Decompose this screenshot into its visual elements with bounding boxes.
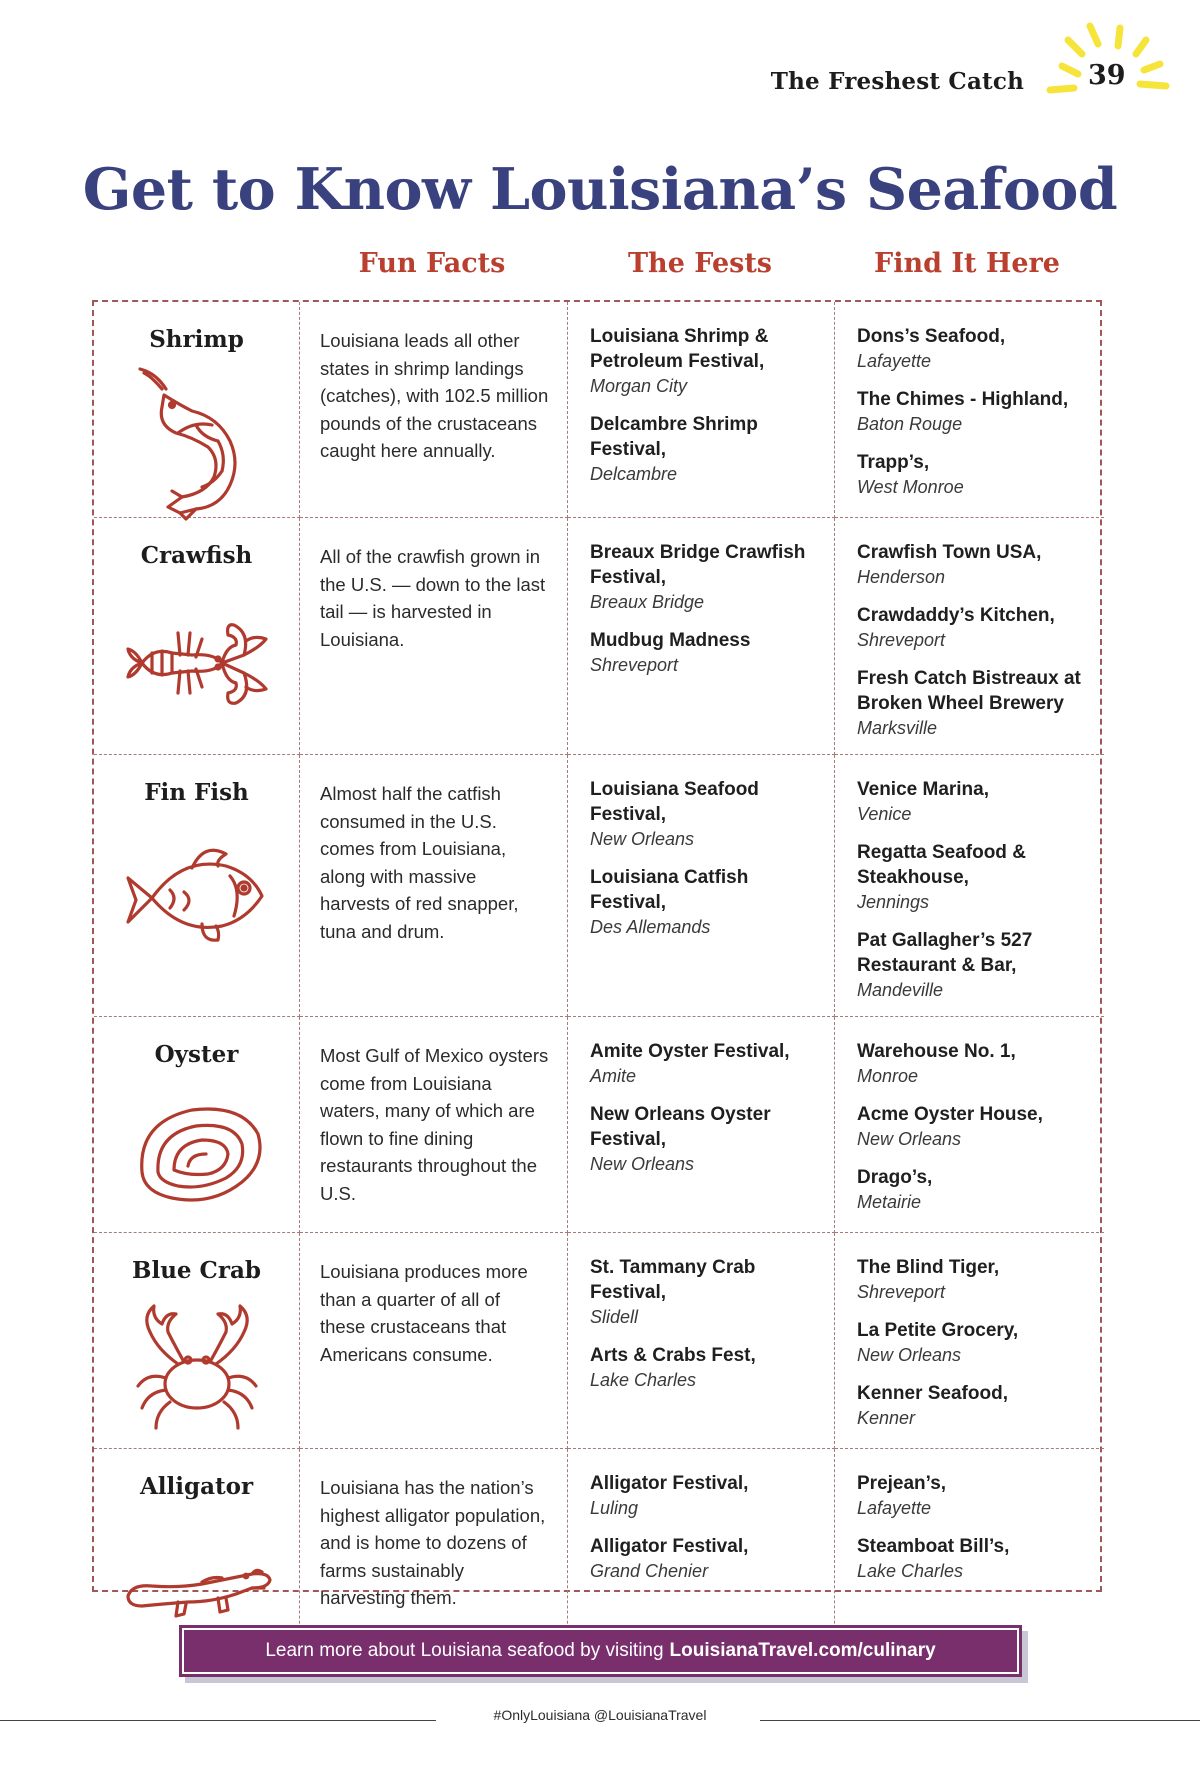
festival-entry (590, 777, 822, 851)
section-label: The Freshest Catch (770, 68, 1024, 95)
restaurant-name: Prejean’s, (857, 1473, 947, 1494)
festival-entry (590, 1102, 822, 1176)
restaurant-entry (857, 1381, 1092, 1430)
fun-fact-text: Louisiana leads all other states in shrimp landings (catches), with 102.5 million pounds of the crustaceans caught here annually. (300, 302, 568, 518)
festival-location: New Orleans (590, 829, 695, 849)
restaurant-name: Trapp’s, (857, 452, 930, 473)
festival-entry (590, 1534, 822, 1583)
restaurant-entry (857, 324, 1092, 373)
festival-location: Lake Charles (590, 1370, 697, 1390)
fun-fact-text: Louisiana produces more than a quarter of all of these crustaceans that Americans consume. (300, 1233, 568, 1449)
restaurant-location: Lafayette (857, 351, 932, 371)
festival-name: Arts & Crabs Fest, (590, 1345, 756, 1366)
crab-icon (122, 1298, 272, 1448)
species-cell (94, 518, 300, 755)
banner-text: Learn more about Louisiana seafood by visiting (265, 1640, 664, 1661)
restaurant-location: Kenner (857, 1408, 916, 1428)
restaurant-location: West Monroe (857, 477, 964, 497)
restaurant-entry (857, 666, 1092, 740)
restaurant-entry (857, 603, 1092, 652)
restaurant-entry (857, 1318, 1092, 1367)
restaurant-name: The Chimes - Highland, (857, 389, 1069, 410)
restaurant-entry (857, 540, 1092, 589)
restaurant-name: Venice Marina, (857, 779, 990, 800)
restaurant-location: Metairie (857, 1192, 922, 1212)
fun-fact-text: Almost half the catfish consumed in the U.S. comes from Louisiana, along with massive harvests of red snapper, tuna and drum. (300, 755, 568, 1017)
restaurant-entry (857, 1165, 1092, 1214)
find-it-here-cell (835, 1017, 1104, 1233)
restaurant-location: Lafayette (857, 1498, 932, 1518)
festival-entry (590, 1471, 822, 1520)
restaurant-location: Marksville (857, 718, 938, 738)
fests-cell (568, 518, 835, 755)
festival-name: St. Tammany Crab Festival, (590, 1257, 756, 1303)
restaurant-name: Steamboat Bill’s, (857, 1536, 1010, 1557)
find-it-here-cell (835, 302, 1104, 518)
find-it-here-cell (835, 1233, 1104, 1449)
festival-name: Mudbug Madness (590, 630, 751, 651)
restaurant-location: Venice (857, 804, 912, 824)
festival-location: Des Allemands (590, 917, 711, 937)
festival-name: Amite Oyster Festival, (590, 1041, 790, 1062)
fish-icon (122, 820, 272, 970)
restaurant-entry (857, 1102, 1092, 1151)
crawfish-icon (122, 583, 272, 733)
species-cell (94, 1233, 300, 1449)
festival-name: Louisiana Shrimp & Petroleum Festival, (590, 326, 769, 372)
festival-name: Delcambre Shrimp Festival, (590, 414, 758, 460)
festival-entry (590, 324, 822, 398)
fun-fact-text: Louisiana has the nation’s highest alligator population, and is home to dozens of farms sustainably harvesting them. (300, 1449, 568, 1664)
festival-name: Alligator Festival, (590, 1536, 749, 1557)
species-cell (94, 755, 300, 1017)
restaurant-location: New Orleans (857, 1345, 962, 1365)
restaurant-name: La Petite Grocery, (857, 1320, 1019, 1341)
festival-entry (590, 540, 822, 614)
fests-cell (568, 302, 835, 518)
column-header-the-fests: The Fests (627, 248, 773, 279)
restaurant-name: Crawdaddy’s Kitchen, (857, 605, 1055, 626)
restaurant-name: Acme Oyster House, (857, 1104, 1043, 1125)
species-name: Crawfish (140, 542, 253, 569)
restaurant-location: Monroe (857, 1066, 919, 1086)
column-header-fun-facts: Fun Facts (358, 248, 506, 279)
restaurant-name: Fresh Catch Bistreaux at Broken Wheel Brewery (857, 668, 1081, 714)
restaurant-name: Regatta Seafood & Steakhouse, (857, 842, 1026, 888)
seafood-table (92, 300, 1102, 1608)
fests-cell (568, 755, 835, 1017)
oyster-icon (122, 1082, 272, 1232)
festival-name: Louisiana Catfish Festival, (590, 867, 749, 913)
fun-fact-text: All of the crawfish grown in the U.S. — down to the last tail — is harvested in Louisiana. (300, 518, 568, 755)
restaurant-name: Drago’s, (857, 1167, 933, 1188)
restaurant-name: The Blind Tiger, (857, 1257, 1000, 1278)
festival-entry (590, 865, 822, 939)
species-cell (94, 1017, 300, 1233)
restaurant-name: Crawfish Town USA, (857, 542, 1042, 563)
restaurant-entry (857, 450, 1092, 499)
restaurant-location: Henderson (857, 567, 946, 587)
festival-location: Slidell (590, 1307, 639, 1327)
restaurant-name: Warehouse No. 1, (857, 1041, 1016, 1062)
festival-name: Alligator Festival, (590, 1473, 749, 1494)
festival-entry (590, 1039, 822, 1088)
restaurant-name: Pat Gallagher’s 527 Restaurant & Bar, (857, 930, 1033, 976)
restaurant-entry (857, 1471, 1092, 1520)
find-it-here-cell (835, 518, 1104, 755)
species-name: Blue Crab (132, 1257, 261, 1284)
restaurant-location: Baton Rouge (857, 414, 963, 434)
species-name: Oyster (154, 1041, 239, 1068)
restaurant-entry (857, 928, 1092, 1002)
species-name: Fin Fish (144, 779, 249, 806)
restaurant-name: Dons’s Seafood, (857, 326, 1006, 347)
festival-location: New Orleans (590, 1154, 695, 1174)
restaurant-location: Mandeville (857, 980, 944, 1000)
page-number: 39 (1088, 60, 1126, 91)
restaurant-entry (857, 387, 1092, 436)
species-name: Alligator (139, 1473, 254, 1500)
species-name: Shrimp (149, 326, 244, 353)
page-title: Get to Know Louisiana’s Seafood (82, 156, 1118, 223)
restaurant-entry (857, 777, 1092, 826)
festival-name: Breaux Bridge Crawfish Festival, (590, 542, 806, 588)
restaurant-location: Jennings (857, 892, 930, 912)
shrimp-icon (122, 367, 272, 517)
restaurant-entry (857, 840, 1092, 914)
info-banner (179, 1625, 1022, 1677)
festival-location: Morgan City (590, 376, 688, 396)
festival-location: Amite (590, 1066, 637, 1086)
festival-entry (590, 1343, 822, 1392)
restaurant-location: Shreveport (857, 1282, 946, 1302)
culinary-link[interactable]: LouisianaTravel.com/culinary (669, 1640, 936, 1661)
fun-fact-text: Most Gulf of Mexico oysters come from Louisiana waters, many of which are flown to fine dining restaurants throughout the U.S. (300, 1017, 568, 1233)
restaurant-name: Kenner Seafood, (857, 1383, 1008, 1404)
find-it-here-cell (835, 755, 1104, 1017)
footer-hashtags: #OnlyLouisiana @LouisianaTravel (493, 1707, 707, 1723)
festival-location: Breaux Bridge (590, 592, 705, 612)
column-header-find-it-here: Find It Here (874, 248, 1060, 279)
restaurant-location: New Orleans (857, 1129, 962, 1149)
species-cell (94, 302, 300, 518)
fests-cell (568, 1017, 835, 1233)
festival-name: Louisiana Seafood Festival, (590, 779, 759, 825)
festival-location: Grand Chenier (590, 1561, 709, 1581)
festival-entry (590, 628, 822, 677)
festival-name: New Orleans Oyster Festival, (590, 1104, 771, 1150)
festival-entry (590, 412, 822, 486)
restaurant-entry (857, 1255, 1092, 1304)
fests-cell (568, 1233, 835, 1449)
festival-location: Delcambre (590, 464, 678, 484)
festival-entry (590, 1255, 822, 1329)
festival-location: Shreveport (590, 655, 679, 675)
restaurant-entry (857, 1534, 1092, 1583)
restaurant-location: Lake Charles (857, 1561, 964, 1581)
restaurant-entry (857, 1039, 1092, 1088)
restaurant-location: Shreveport (857, 630, 946, 650)
festival-location: Luling (590, 1498, 639, 1518)
